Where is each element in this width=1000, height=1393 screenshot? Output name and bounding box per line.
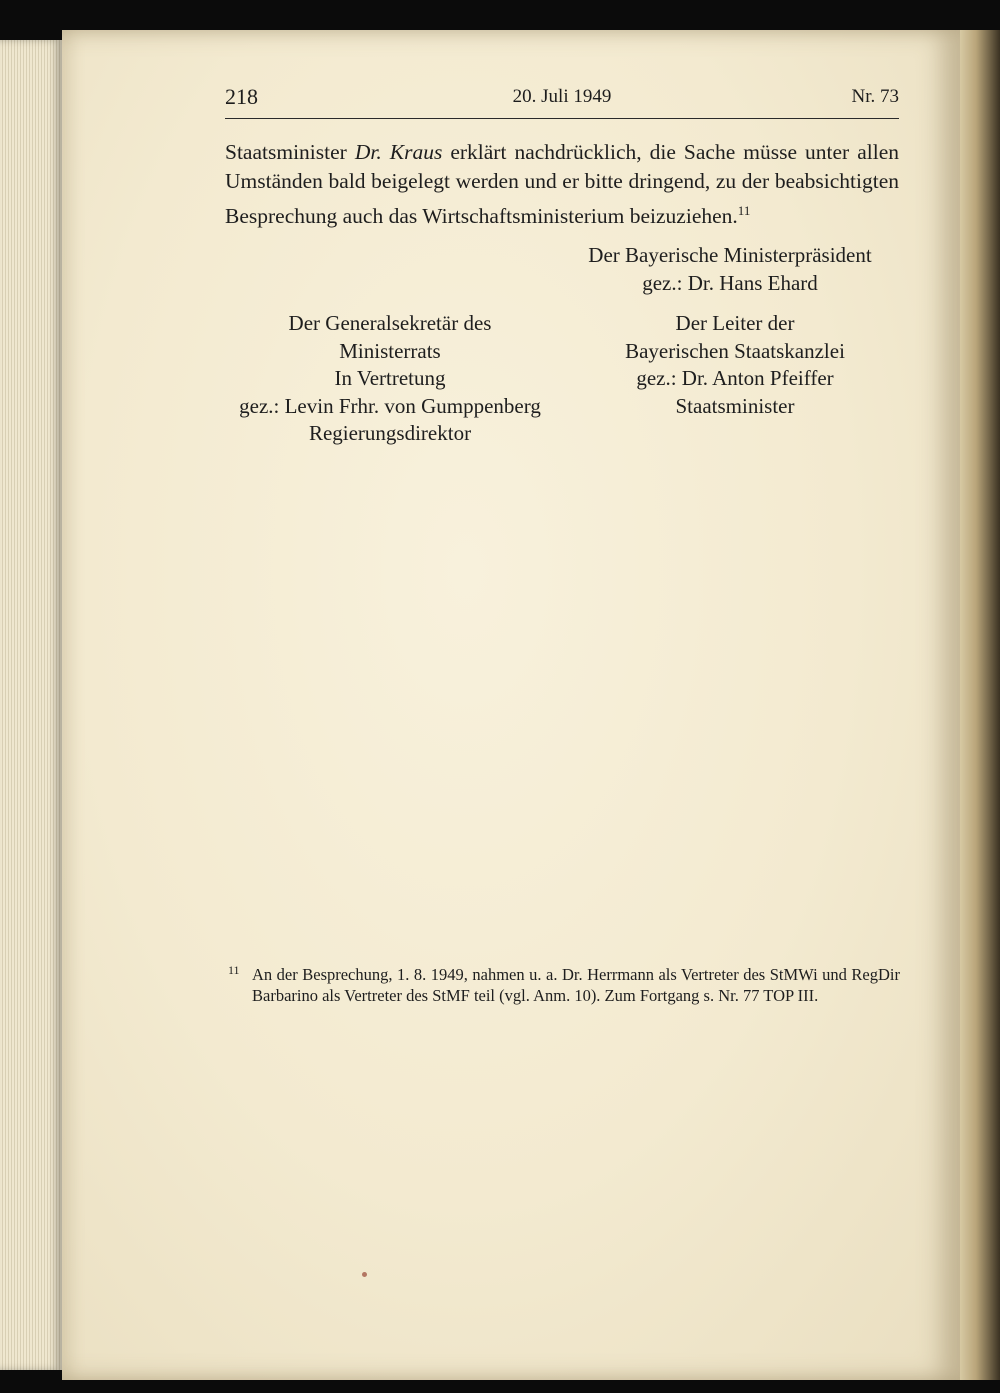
speaker-name: Dr. Kraus	[354, 140, 443, 164]
signature-name: gez.: Dr. Hans Ehard	[642, 270, 818, 295]
signature-rank: Staatsminister	[675, 393, 795, 418]
footnote	[228, 964, 900, 1006]
header-rule	[225, 118, 899, 119]
signature-name: gez.: Levin Frhr. von Gumppenberg	[239, 393, 541, 418]
page-header	[225, 84, 899, 114]
signature-title: Der Bayerische Ministerpräsident	[588, 243, 872, 267]
signature-note: In Vertretung	[334, 366, 446, 390]
paragraph-prefix: Staatsminister	[225, 140, 355, 164]
signature-rank: Regierungsdirektor	[308, 421, 472, 445]
paper-spot	[362, 1272, 367, 1277]
signature-general-secretary	[210, 310, 570, 448]
minutes-paragraph	[225, 138, 899, 231]
header-date: 20. Juli 1949	[512, 86, 612, 107]
page-number: 218	[225, 84, 258, 109]
signature-chancellery-head	[585, 310, 885, 420]
footnote-reference: 11	[737, 203, 751, 218]
footnote-number: 11	[228, 963, 240, 977]
document-number: Nr. 73	[851, 86, 899, 107]
signature-name: gez.: Dr. Anton Pfeiffer	[636, 366, 834, 390]
signature-title: Der Leiter der	[675, 311, 795, 335]
signature-minister-president	[560, 242, 900, 297]
signature-title: Bayerischen Staatskanzlei	[625, 338, 845, 363]
footnote-text: An der Besprechung, 1. 8. 1949, nahmen u. a. Dr. Herrmann als Vertreter des StMWi und RegDir Barbarino als Vertreter des StMF teil (vgl. Anm. 10). Zum Fortgang s. Nr. 77 TOP III.	[252, 965, 900, 1005]
signature-title: Ministerrats	[339, 338, 441, 363]
paragraph-text: erklärt nachdrücklich, die Sache müsse unter allen Umständen bald beigelegt werden und er bitte dringend, zu der beabsichtigten Besprechung auch das Wirtschaftsministerium beizuziehen.	[225, 140, 899, 229]
signature-title: Der Generalsekretär des	[288, 311, 492, 335]
book-spine-shadow	[960, 30, 1000, 1380]
book-page-edges	[0, 40, 62, 1370]
